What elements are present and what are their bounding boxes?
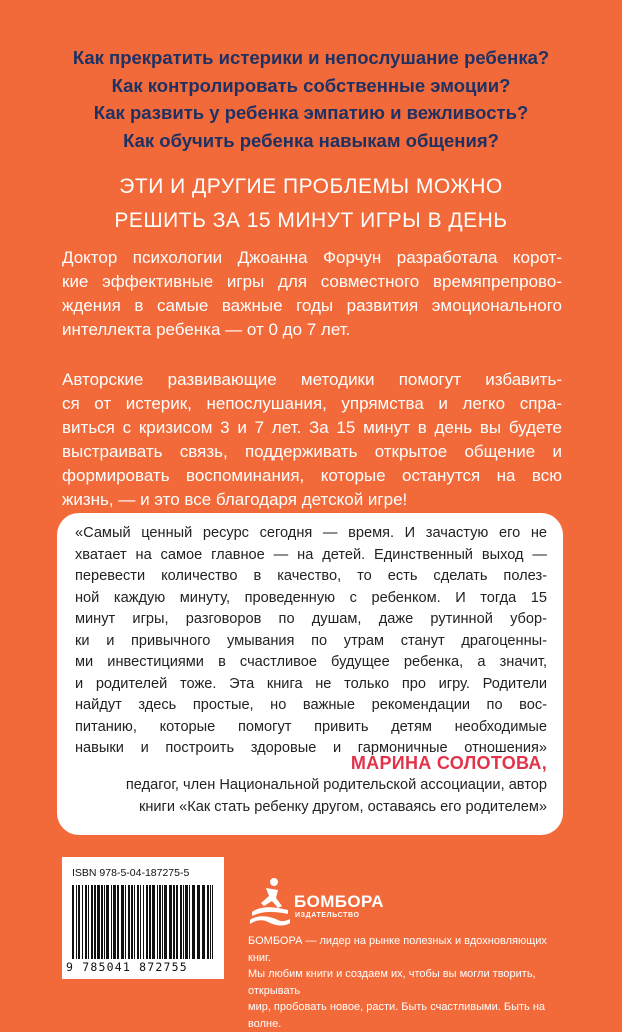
paragraph-line: кие эффективные игры для совместного времяпрепрово- bbox=[62, 272, 562, 291]
paragraph-line: интеллекта ребенка — от 0 до 7 лет. bbox=[62, 320, 351, 339]
paragraph-line: жизнь, — и это все благодаря детской игре! bbox=[62, 490, 408, 509]
quote-line: питанию, которые помогут привить детям необходимые bbox=[75, 718, 547, 735]
quote-line: навыки и построить здоровые и гармоничные отношения» bbox=[75, 740, 547, 756]
quote-line: ной каждую минуту, проведенную с ребенком. И тогда 15 bbox=[75, 589, 547, 606]
headline-line: РЕШИТЬ ЗА 15 МИНУТ ИГРЫ В ДЕНЬ bbox=[114, 209, 508, 232]
quote-line: минут игры, разговоров по душам, даже рутинной убор- bbox=[75, 611, 547, 627]
question-line: Как прекратить истерики и непослушание ребенка? bbox=[72, 47, 550, 68]
role-line: педагог, член Национальной родительской ассоциации, автор bbox=[125, 777, 547, 793]
quote-line: ки и привычного умывания по утрам станут драгоценны- bbox=[75, 632, 547, 649]
publisher-description bbox=[248, 933, 566, 1032]
paragraph-line: формировать воспоминания, которые останутся на всю bbox=[62, 466, 562, 485]
surfer-wave-icon bbox=[248, 876, 292, 928]
barcode-number: 9 785041 872755 bbox=[66, 960, 188, 974]
quote-line: перевести количество в качество, то есть сделать полез- bbox=[75, 568, 547, 584]
question-line: Как обучить ребенка навыкам общения? bbox=[123, 129, 499, 151]
publisher-text-line: Мы любим книги и создаем их, чтобы вы могли творить, открывать bbox=[248, 968, 536, 997]
paragraph-line: Доктор психологии Джоанна Форчун разработала корот- bbox=[62, 248, 562, 267]
publisher-text-line: мир, пробовать новое, расти. Быть счастливыми. Быть на волне. bbox=[248, 1001, 546, 1030]
back-cover-questions bbox=[0, 44, 622, 154]
barcode-panel bbox=[62, 857, 224, 979]
paragraph-line: ждения в самые важные годы развития эмоционального bbox=[62, 296, 562, 315]
quote-line: «Самый ценный ресурс сегодня — время. И зачастую его не bbox=[75, 525, 547, 541]
description-paragraph-2 bbox=[62, 368, 562, 512]
publisher-logo bbox=[248, 876, 384, 928]
paragraph-line: выстраивать связь, поддерживать открытое общение и bbox=[62, 442, 562, 461]
paragraph-line: Авторские развивающие методики помогут избавить- bbox=[62, 370, 562, 389]
quote-line: ми инвестициями в счастливое будущее ребенка, а значит, bbox=[75, 654, 547, 670]
question-line: Как контролировать собственные эмоции? bbox=[111, 74, 511, 96]
quote-author: МАРИНА СОЛОТОВА, bbox=[350, 753, 547, 773]
headline bbox=[0, 170, 622, 238]
quote-line: хватает на самое главное — на детей. Единственный выход — bbox=[75, 546, 547, 563]
quote-line: и родителей тоже. Эта книга не только про игру. Родители bbox=[75, 675, 547, 692]
description-paragraph-1 bbox=[62, 246, 562, 342]
question-line: Как развить у ребенка эмпатию и вежливость? bbox=[93, 102, 529, 123]
paragraph-line: ся от истерик, непослушания, упрямства и легко спра- bbox=[62, 394, 562, 413]
isbn-label: ISBN 978-5-04-187275-5 bbox=[72, 867, 190, 879]
publisher-subtitle: ИЗДАТЕЛЬСТВО bbox=[295, 912, 360, 919]
quote-text bbox=[75, 523, 547, 760]
quote-author-role bbox=[57, 775, 547, 818]
publisher-text-line: БОМБОРА — лидер на рынке полезных и вдохновляющих книг. bbox=[248, 935, 547, 964]
publisher-name: БОМБОРА bbox=[294, 892, 384, 911]
headline-line: ЭТИ И ДРУГИЕ ПРОБЛЕМЫ МОЖНО bbox=[119, 175, 503, 198]
paragraph-line: виться с кризисом 3 и 7 лет. За 15 минут в день вы будете bbox=[62, 418, 562, 437]
role-line: книги «Как стать ребенку другом, оставаясь его родителем» bbox=[138, 798, 547, 815]
testimonial-quote-box bbox=[57, 513, 563, 835]
quote-line: найдут здесь простые, но важные рекомендации по вос- bbox=[75, 697, 547, 713]
barcode-icon bbox=[72, 885, 216, 959]
